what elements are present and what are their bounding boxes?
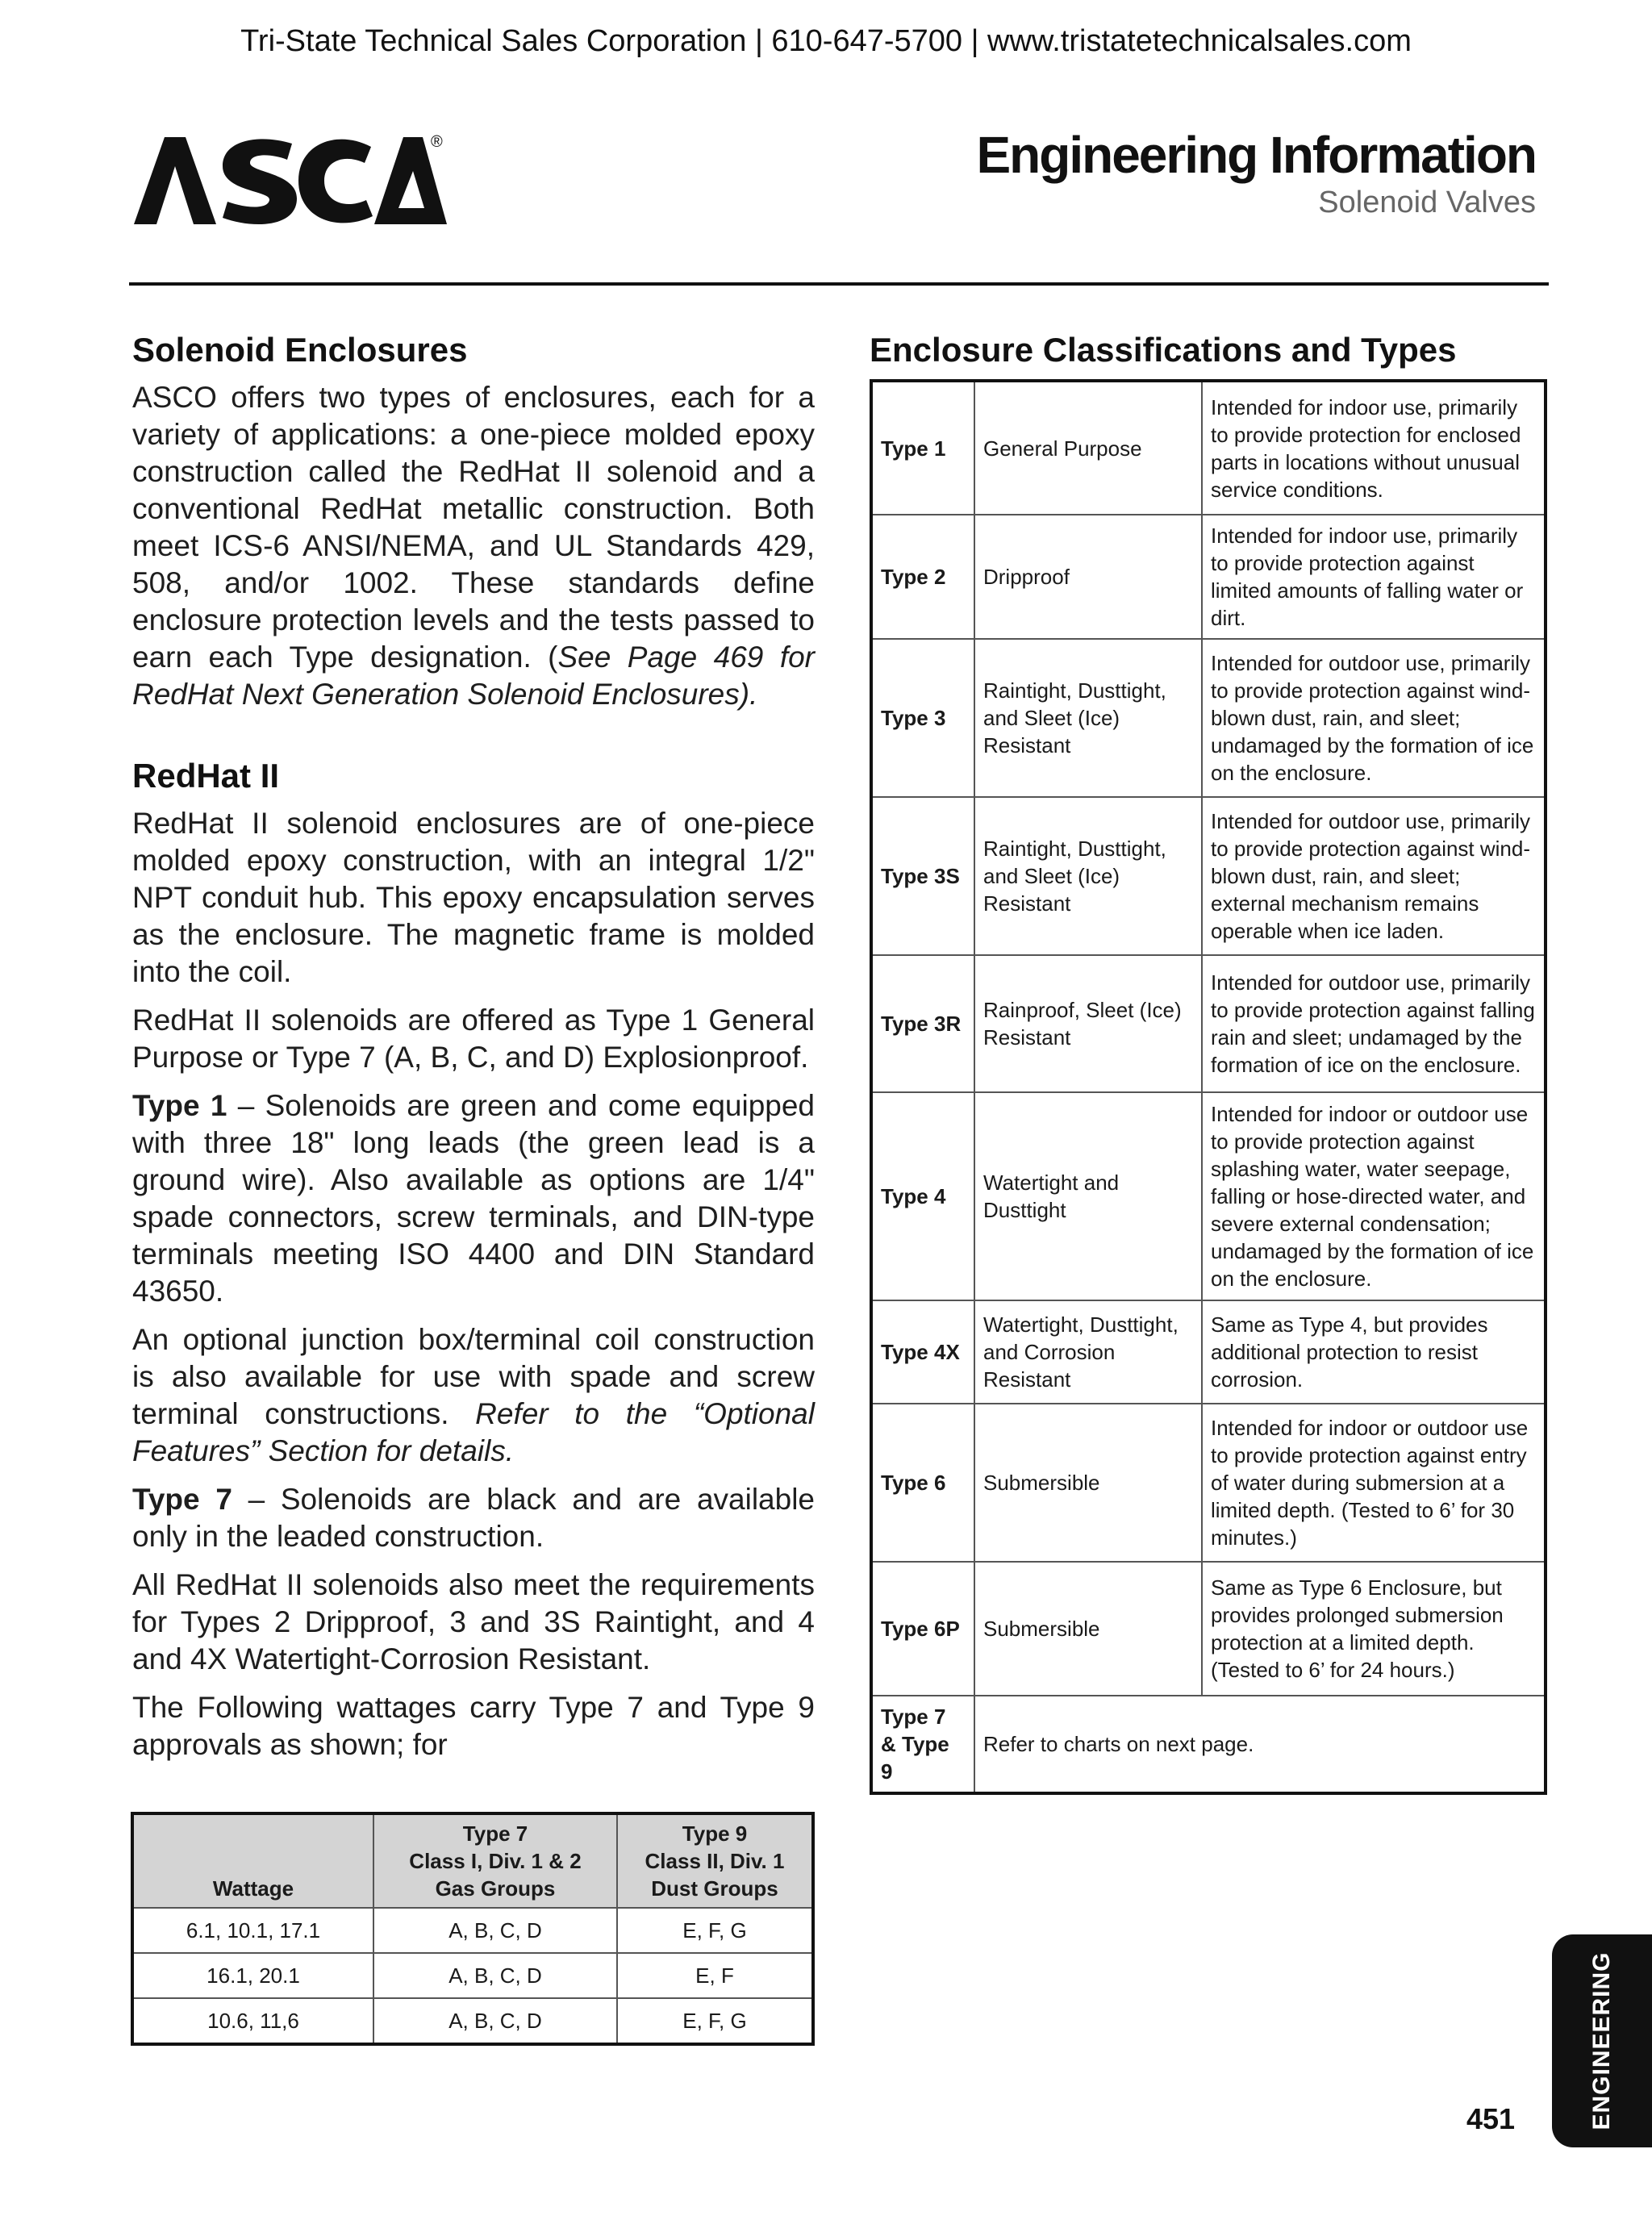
table-row: 6.1, 10.1, 17.1 A, B, C, D E, F, G (132, 1908, 813, 1953)
table-row: 10.6, 11,6 A, B, C, D E, F, G (132, 1998, 813, 2044)
page-number: 451 (1466, 2102, 1516, 2135)
asco-logo (132, 129, 447, 230)
table-row: 16.1, 20.1 A, B, C, D E, F (132, 1953, 813, 1998)
paragraph: An optional junction box/terminal coil construction is also available for use with spade and screw terminal constructions. Refer to the “Optional Features” Section for details. (132, 1323, 815, 1467)
paragraph: Type 1 – Solenoids are green and come equipped with three 18" long leads (the green lead is a ground wire). Also available as options are 1/4" spade connectors, screw terminals, and DIN-type terminals meeting ISO 4400 and DIN Standard 43650. (132, 1089, 816, 1308)
section-heading-solenoid-enclosures: Solenoid Enclosures (132, 331, 468, 369)
top-banner: Tri-State Technical Sales Corporation | 610-647-5700 | www.tristatetechnicalsales.com (240, 24, 1412, 58)
paragraph: The Following wattages carry Type 7 and Type 9 approvals as shown; for (132, 1691, 815, 1761)
column-header-wattage: Wattage (132, 1813, 373, 1908)
section-heading-redhat-ii: RedHat II (132, 757, 280, 795)
left-column (132, 331, 815, 1775)
column-header-type9: Type 9 Class II, Div. 1 Dust Groups (617, 1813, 813, 1908)
table-row: Type 6P Submersible Same as Type 6 Enclosure, but provides prolonged submersion protection at a limited depth. (Tested to 6’ for 24 hours.) (871, 1562, 1546, 1696)
table-row: Type 6 Submersible Intended for indoor or outdoor use to provide protection against entry of water during submersion at a limited depth. (Tested to 6’ for 30 minutes.) (871, 1404, 1546, 1562)
paragraph: ASCO offers two types of enclosures, each for a variety of applications: a one-piece molded epoxy construction called the RedHat II solenoid and a conventional RedHat metallic construction. Both meet ICS-6 ANSI/NEMA, and UL Standards 429, 508, and/or 1002. These standards define enclosure protection levels and the tests passed to earn each Type designation. (See Page 469 for RedHat Next Generation Solenoid Enclosures). (132, 381, 815, 711)
table-row: Type 3 Raintight, Dusttight, and Sleet (Ice) Resistant Intended for outdoor use, primarily to provide protection against wind-blown dust, rain, and sleet; undamaged by the formation of ice on the enclosure. (871, 639, 1546, 797)
table-row: Type 4X Watertight, Dusttight, and Corrosion Resistant Same as Type 4, but provides additional protection to resist corrosion. (871, 1300, 1546, 1404)
table-row: Type 3S Raintight, Dusttight, and Sleet (Ice) Resistant Intended for outdoor use, primarily to provide protection against wind-blown dust, rain, and sleet; external mechanism remains operable when ice laden. (871, 797, 1546, 955)
enclosure-table (870, 379, 1547, 1795)
svg-text:®: ® (431, 133, 443, 151)
right-column (870, 331, 1547, 1795)
table-row: Type 7 & Type 9 Refer to charts on next page. (871, 1696, 1546, 1793)
table-row: Type 2 Dripproof Intended for indoor use, primarily to provide protection against limited amounts of falling water or dirt. (871, 515, 1546, 639)
wattage-approvals-table (131, 1812, 815, 2046)
section-side-tab (1552, 1934, 1652, 2147)
paragraph: All RedHat II solenoids also meet the requirements for Types 2 Dripproof, 3 and 3S Raintight, and 4 and 4X Watertight-Corrosion Resistant. (132, 1568, 815, 1675)
section-heading-enclosure-classifications: Enclosure Classifications and Types (870, 331, 1457, 369)
side-tab-label: ENGINEERING (1588, 1951, 1615, 2130)
paragraph: Type 7 – Solenoids are black and are available only in the leaded construction. (132, 1483, 815, 1553)
paragraph: RedHat II solenoid enclosures are of one-piece molded epoxy construction, with an integral 1/2" NPT conduit hub. This epoxy encapsulation serves as the enclosure. The magnetic frame is molded into the coil. (132, 807, 815, 988)
column-header-type7: Type 7 Class I, Div. 1 & 2 Gas Groups (373, 1813, 617, 1908)
table-row: Type 1 General Purpose Intended for indoor use, primarily to provide protection for enclosed parts in locations without unusual service conditions. (871, 381, 1546, 515)
page-title: Engineering Information (976, 126, 1536, 184)
table-row: Type 4 Watertight and Dusttight Intended for indoor or outdoor use to provide protection against splashing water, water seepage, falling or hose-directed water, and severe external condensation; undamaged by the formation of ice on the enclosure. (871, 1092, 1546, 1300)
header-divider (129, 282, 1549, 286)
table-row: Type 3R Rainproof, Sleet (Ice) Resistant Intended for outdoor use, primarily to provide protection against falling rain and sleet; undamaged by the formation of ice on the enclosure. (871, 955, 1546, 1092)
page-subtitle: Solenoid Valves (1318, 186, 1536, 219)
paragraph: RedHat II solenoids are offered as Type 1 General Purpose or Type 7 (A, B, C, and D) Explosionproof. (132, 1004, 815, 1074)
